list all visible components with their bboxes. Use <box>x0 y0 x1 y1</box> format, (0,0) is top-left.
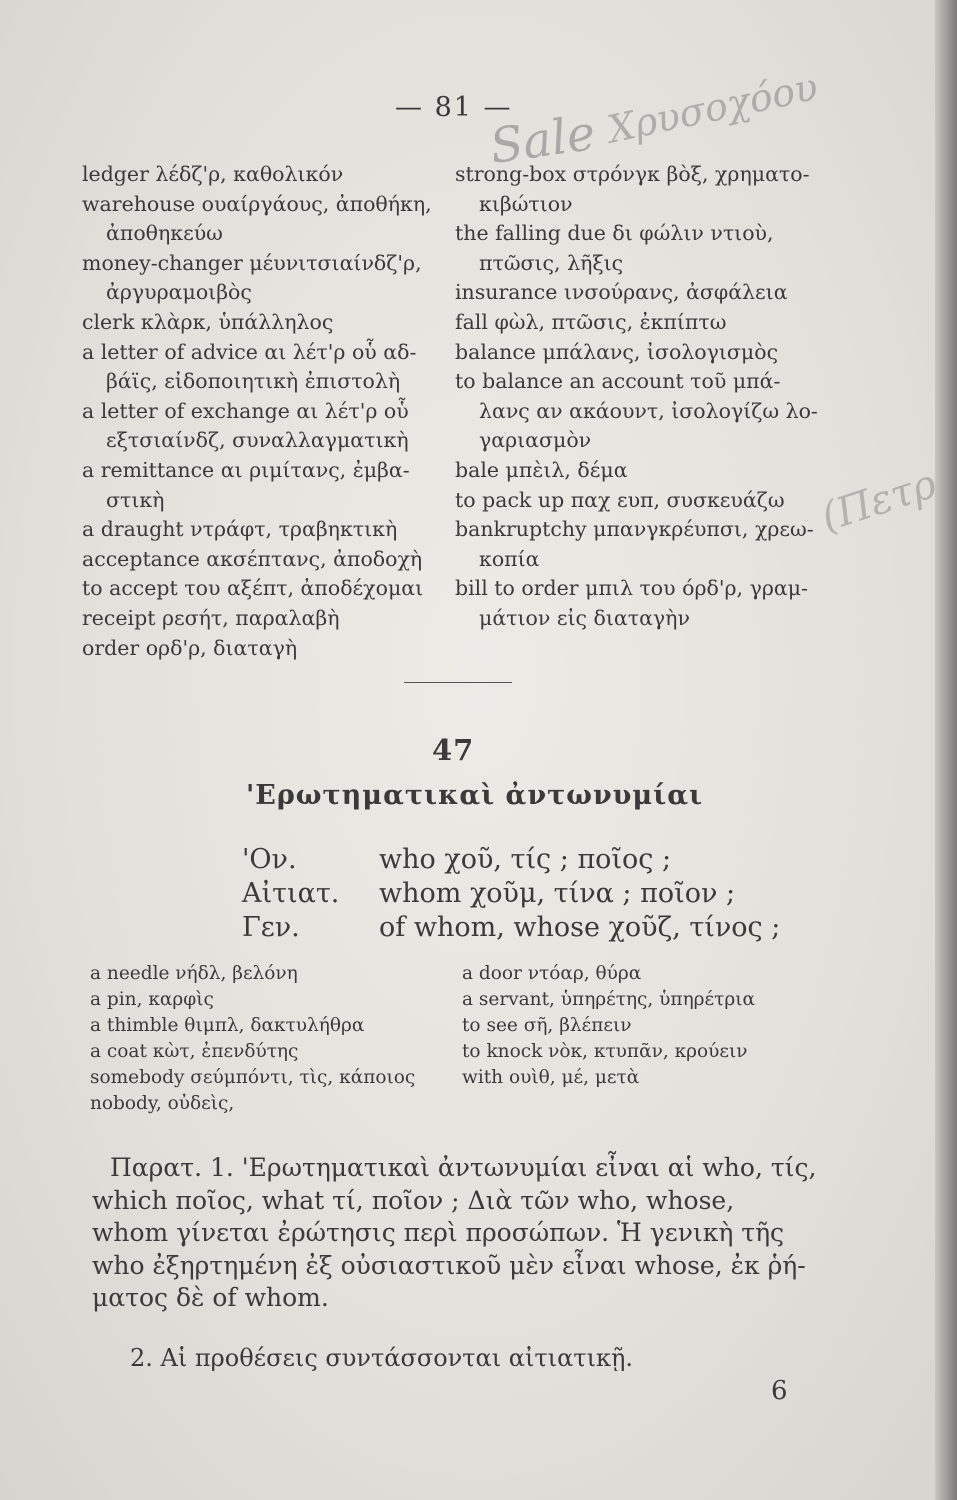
note-line: ματος δὲ of whom. <box>92 1283 329 1312</box>
paradigm-form: whom χοῦμ, τίνα ; ποῖον ; <box>379 878 736 909</box>
vocab-line: ἀργυραμοιβὸς <box>106 280 252 305</box>
vocab-line: a thimble θιμπλ, δακτυλήθρα <box>90 1015 365 1036</box>
lesson-vocabulary-left <box>90 961 440 1117</box>
paradigm-case: 'Ον. <box>242 844 297 875</box>
vocab-line: bale μπὲιλ, δέμα <box>455 457 628 482</box>
vocab-line: a pin, καρφὶς <box>90 989 214 1010</box>
vocab-line: the falling due δι φώλιν ντιοὺ, <box>455 221 774 246</box>
vocab-line: ἀποθηκεύω <box>106 221 223 246</box>
vocab-line: to accept του αξέπτ, ἀποδέχομαι <box>82 576 424 601</box>
vocab-line: fall φὼλ, πτῶσις, ἐκπίπτω <box>455 309 727 334</box>
lesson-title: 'Ερωτηματικαὶ ἀντωνυμίαι <box>246 780 704 811</box>
paradigm-form: of whom, whose χοῦζ, τίνος ; <box>379 912 781 943</box>
vocab-line: κιβώτιον <box>479 191 573 216</box>
lesson-vocabulary-right <box>462 961 822 1091</box>
vocab-line: a coat κὼτ, ἐπενδύτης <box>90 1041 299 1062</box>
paradigm-case: Αἰτιατ. <box>242 878 340 909</box>
vocab-line: acceptance ακσέπτανς, ἀποδοχὴ <box>82 546 423 571</box>
vocab-line: a needle νήδλ, βελόνη <box>90 963 298 984</box>
vocab-line: πτῶσις, λῆξις <box>479 250 624 275</box>
vocab-line: insurance ινσούρανς, ἀσφάλεια <box>455 280 788 305</box>
vocab-line: a letter of advice αι λέτ'ρ οὗ αδ- <box>82 339 417 364</box>
vocab-line: to knock νὸκ, κτυπᾶν, κρούειν <box>462 1041 748 1062</box>
vocab-line: a servant, ὑπηρέτης, ὑπηρέτρια <box>462 989 755 1010</box>
note-line: who ἐξηρτημένη ἐξ οὐσιαστικοῦ μὲν εἶναι whose, ἐκ ῥή- <box>92 1250 806 1280</box>
vocab-line: ledger λέδζ'ρ, καθολικόν <box>82 162 344 186</box>
grammar-note-1 <box>92 1152 852 1315</box>
pencil-annotation-name: Χρυσοχόου <box>603 64 822 152</box>
vocab-line: warehouse ουαίργάους, ἀποθήκη, <box>82 191 432 216</box>
vocab-line: κοπία <box>479 546 540 571</box>
vocabulary-column-right <box>455 160 835 634</box>
vocab-line: order ορδ'ρ, διαταγὴ <box>82 635 298 660</box>
vocab-line: to balance an account τοῦ μπά- <box>455 369 781 394</box>
vocab-line: γαριασμὸν <box>479 428 592 453</box>
vocab-line: receipt ρεσήτ, παραλαβὴ <box>82 605 340 630</box>
vocab-line: a draught ντράφτ, τραβηκτικὴ <box>82 517 398 542</box>
note-line: Παρατ. 1. 'Ερωτηματικαὶ ἀντωνυμίαι εἶναι αἱ who, τίς, <box>110 1153 817 1182</box>
vocab-line: bill to order μπιλ του όρδ'ρ, γραμ- <box>455 576 808 601</box>
vocabulary-column-left <box>82 160 442 663</box>
vocab-line: strong-box στρόνγκ βὸξ, χρηματο- <box>455 162 810 186</box>
vocab-line: somebody σεύμπόντι, τὶς, κάποιος <box>90 1067 416 1088</box>
paradigm-case: Γεν. <box>242 912 300 943</box>
vocab-line: to pack up παχ ευπ, συσκευάζω <box>455 487 785 512</box>
pencil-annotation-sale: Sale <box>486 104 599 176</box>
pencil-annotation-margin: (Πετρ <box>815 460 942 542</box>
section-divider <box>404 682 512 683</box>
grammar-note-2: 2. Αἱ προθέσεις συντάσσονται αἰτιατικῇ. <box>130 1344 633 1372</box>
vocab-line: to see σῆ, βλέπειν <box>462 1015 632 1036</box>
vocab-line: a letter of exchange αι λέτ'ρ οὗ <box>82 398 409 423</box>
signature-mark: 6 <box>771 1376 788 1406</box>
paradigm-form: who χοῦ, τίς ; ποῖος ; <box>379 844 672 875</box>
vocab-line: with ουὶθ, μέ, μετὰ <box>462 1067 640 1088</box>
page-number: — 81 — <box>395 92 513 123</box>
vocab-line: clerk κλὰρκ, ὑπάλληλος <box>82 309 334 334</box>
lesson-number: 47 <box>432 733 475 767</box>
vocab-line: εξτσιαίνδζ, συναλλαγματικὴ <box>106 428 409 453</box>
vocab-line: balance μπάλανς, ἰσολογισμὸς <box>455 339 779 364</box>
vocab-line: λανς αν ακάουντ, ἰσολογίζω λο- <box>479 398 818 423</box>
note-line: whom γίνεται ἐρώτησις περὶ προσώπων. Ἡ γενικὴ τῆς <box>92 1218 785 1247</box>
vocab-line: money-changer μέυνιτσιαίνδζ'ρ, <box>82 250 422 275</box>
note-line: which ποῖος, what τί, ποῖον ; Διὰ τῶν who, whose, <box>92 1185 735 1215</box>
vocab-line: στικὴ <box>106 487 165 512</box>
vocab-line: bankruptchy μπανγκρέυπσι, χρεω- <box>455 517 814 542</box>
vocab-line: βάϊς, εἰδοποιητικὴ ἐπιστολὴ <box>106 369 401 394</box>
vocab-line: μάτιον εἰς διαταγὴν <box>479 605 690 630</box>
vocab-line: a door ντόαρ, θύρα <box>462 963 642 984</box>
vocab-line: a remittance αι ριμίτανς, ἐμβα- <box>82 457 410 482</box>
vocab-line: nobody, οὐδεὶς, <box>90 1093 235 1114</box>
